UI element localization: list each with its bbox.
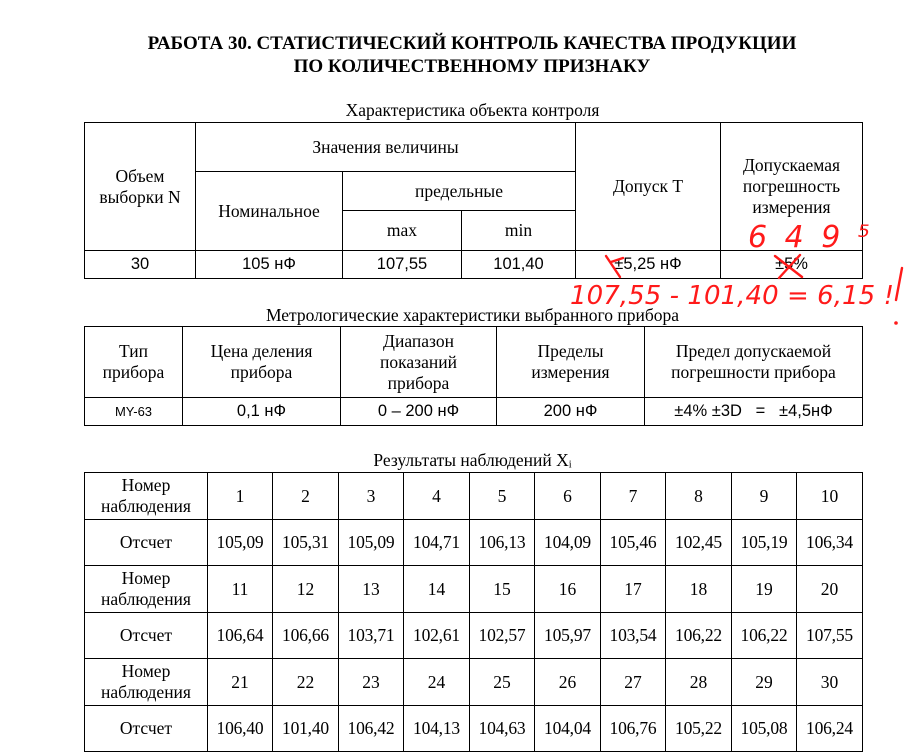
observation-reading-cell: 106,42 — [339, 706, 404, 752]
observation-number-cell: 28 — [666, 659, 732, 706]
observation-reading-row — [85, 520, 863, 566]
observation-reading-cell: 105,19 — [732, 520, 797, 566]
header-tolerance: Допуск Т — [576, 123, 721, 251]
observations-table — [84, 472, 863, 752]
value-division: 0,1 нФ — [183, 398, 341, 426]
header-nominal: Номинальное — [196, 172, 343, 251]
value-sample-size: 30 — [85, 251, 196, 279]
header-range: Диапазон показаний прибора — [341, 327, 497, 398]
header-division: Цена деления прибора — [183, 327, 341, 398]
value-max: 107,55 — [343, 251, 462, 279]
observation-reading-cell: 104,04 — [535, 706, 601, 752]
number-row-label: Номер наблюдения — [85, 659, 208, 706]
observation-number-cell: 24 — [404, 659, 470, 706]
header-measure-limits: Пределы измерения — [497, 327, 645, 398]
observation-reading-cell: 106,22 — [666, 613, 732, 659]
observation-reading-cell: 104,09 — [535, 520, 601, 566]
observation-reading-cell: 102,61 — [404, 613, 470, 659]
observation-number-cell: 5 — [470, 473, 535, 520]
observation-reading-cell: 106,24 — [797, 706, 863, 752]
header-sample-size: Объем выборки N — [85, 123, 196, 251]
header-allowed-error: Допускаемая погрешность измерения — [721, 123, 863, 251]
observation-number-cell: 4 — [404, 473, 470, 520]
value-measure-limits: 200 нФ — [497, 398, 645, 426]
header-max: max — [343, 211, 462, 251]
value-max-error: ±4% ±3D = ±4,5нФ — [645, 398, 863, 426]
observation-reading-row — [85, 613, 863, 659]
reading-row-label: Отсчет — [85, 613, 208, 659]
reading-row-label: Отсчет — [85, 706, 208, 752]
observation-number-cell: 26 — [535, 659, 601, 706]
observation-reading-cell: 105,31 — [273, 520, 339, 566]
observation-reading-cell: 106,40 — [208, 706, 273, 752]
observation-reading-cell: 105,46 — [601, 520, 666, 566]
number-row-label: Номер наблюдения — [85, 473, 208, 520]
observation-reading-row — [85, 706, 863, 752]
observation-reading-cell: 101,40 — [273, 706, 339, 752]
observation-number-cell: 29 — [732, 659, 797, 706]
observation-number-cell: 9 — [732, 473, 797, 520]
value-range: 0 – 200 нФ — [341, 398, 497, 426]
observation-number-cell: 3 — [339, 473, 404, 520]
observation-number-cell: 30 — [797, 659, 863, 706]
observation-reading-cell: 106,76 — [601, 706, 666, 752]
header-values: Значения величины — [196, 123, 576, 172]
value-tolerance: ±5,25 нФ — [576, 251, 721, 279]
observation-number-cell: 1 — [208, 473, 273, 520]
observation-number-cell: 11 — [208, 566, 273, 613]
page-title — [0, 32, 912, 78]
observation-number-cell: 22 — [273, 659, 339, 706]
header-max-error: Предел допускаемой погрешности прибора — [645, 327, 863, 398]
number-row-label: Номер наблюдения — [85, 566, 208, 613]
observation-number-cell: 20 — [797, 566, 863, 613]
observation-number-row — [85, 566, 863, 613]
exclamation-mark-stroke — [896, 268, 902, 300]
observation-number-cell: 14 — [404, 566, 470, 613]
observation-number-cell: 7 — [601, 473, 666, 520]
observation-reading-cell: 104,13 — [404, 706, 470, 752]
observation-reading-cell: 105,22 — [666, 706, 732, 752]
title-line-2: ПО КОЛИЧЕСТВЕННОМУ ПРИЗНАКУ — [293, 56, 651, 77]
annotation-bottom-text: 107,55 - 101,40 = 6,15 ! — [570, 281, 895, 311]
observation-number-cell: 25 — [470, 659, 535, 706]
object-table-caption: Характеристика объекта контроля — [345, 100, 600, 120]
exclamation-mark-dot — [894, 321, 898, 325]
observation-reading-cell: 106,13 — [470, 520, 535, 566]
observation-reading-cell: 106,66 — [273, 613, 339, 659]
observation-number-cell: 23 — [339, 659, 404, 706]
observation-reading-cell: 104,71 — [404, 520, 470, 566]
observation-reading-cell: 102,45 — [666, 520, 732, 566]
value-device-type: MY-63 — [85, 398, 183, 426]
observation-reading-cell: 106,22 — [732, 613, 797, 659]
observation-number-cell: 15 — [470, 566, 535, 613]
reading-row-label: Отсчет — [85, 520, 208, 566]
observation-number-cell: 2 — [273, 473, 339, 520]
observation-number-cell: 18 — [666, 566, 732, 613]
annotation-top-text: 6 4 9 ⁵ — [748, 220, 874, 255]
observation-reading-cell: 105,09 — [339, 520, 404, 566]
observation-number-row — [85, 473, 863, 520]
object-characteristics-table — [84, 122, 863, 279]
observation-number-cell: 21 — [208, 659, 273, 706]
observation-number-cell: 12 — [273, 566, 339, 613]
observation-reading-cell: 105,09 — [208, 520, 273, 566]
observation-number-row — [85, 659, 863, 706]
observation-number-cell: 19 — [732, 566, 797, 613]
header-device-type: Тип прибора — [85, 327, 183, 398]
observation-number-cell: 16 — [535, 566, 601, 613]
observation-reading-cell: 106,64 — [208, 613, 273, 659]
observation-reading-cell: 107,55 — [797, 613, 863, 659]
value-nominal: 105 нФ — [196, 251, 343, 279]
observation-reading-cell: 105,08 — [732, 706, 797, 752]
observation-number-cell: 6 — [535, 473, 601, 520]
observation-reading-cell: 102,57 — [470, 613, 535, 659]
value-min: 101,40 — [462, 251, 576, 279]
observation-reading-cell: 105,97 — [535, 613, 601, 659]
device-table-caption: Метрологические характеристики выбранного прибора — [265, 305, 680, 325]
header-min: min — [462, 211, 576, 251]
observations-table-caption: Результаты наблюдений Xᵢ — [373, 450, 572, 470]
observation-number-cell: 13 — [339, 566, 404, 613]
title-line-1: РАБОТА 30. СТАТИСТИЧЕСКИЙ КОНТРОЛЬ КАЧЕСТВА ПРОДУКЦИИ — [147, 33, 797, 54]
observation-reading-cell: 103,54 — [601, 613, 666, 659]
observation-number-cell: 8 — [666, 473, 732, 520]
value-allowed-error: ±5% — [721, 251, 863, 279]
observation-reading-cell: 103,71 — [339, 613, 404, 659]
observation-number-cell: 17 — [601, 566, 666, 613]
observation-number-cell: 27 — [601, 659, 666, 706]
device-characteristics-table — [84, 326, 863, 426]
observation-reading-cell: 106,34 — [797, 520, 863, 566]
observation-number-cell: 10 — [797, 473, 863, 520]
observation-reading-cell: 104,63 — [470, 706, 535, 752]
header-limits: предельные — [343, 172, 576, 211]
